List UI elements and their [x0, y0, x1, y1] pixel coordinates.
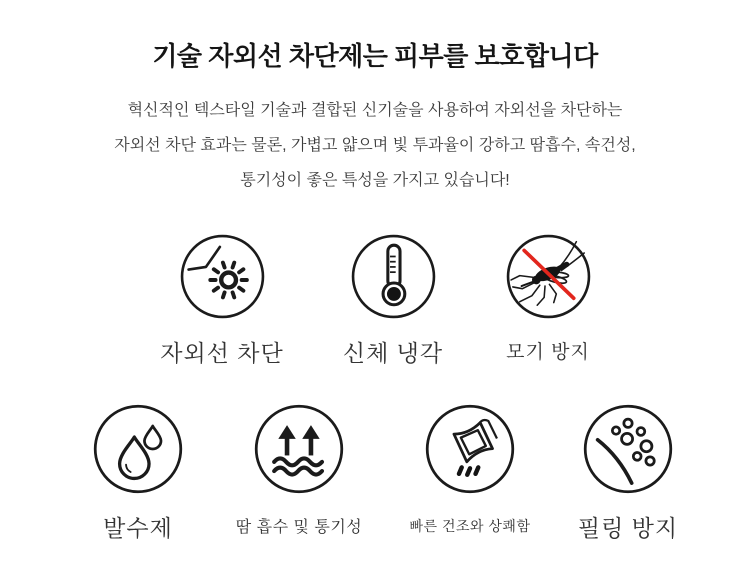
sweat-absorb-breathability-icon	[253, 403, 345, 495]
feature-label: 모기 방지	[506, 342, 590, 363]
intro-paragraph	[0, 93, 750, 198]
feature-label: 땀 흡수 및 통기성	[235, 519, 363, 536]
uv-protection-sun-icon	[179, 233, 266, 320]
intro-line-1: 혁신적인 텍스타일 기술과 결합된 신기술을 사용하여 자외선을 차단하는	[127, 102, 623, 119]
feature-label: 자외선 차단	[160, 340, 284, 366]
mosquito-repellent-icon	[505, 233, 592, 320]
feature-mosquito-repellent	[453, 233, 643, 364]
water-repellent-drops-icon	[92, 403, 184, 495]
feature-label: 신체 냉각	[342, 340, 444, 366]
feature-anti-pilling	[533, 403, 723, 543]
feature-uv-protection	[127, 233, 317, 368]
anti-pilling-icon	[582, 403, 674, 495]
body-cooling-thermometer-icon	[350, 233, 437, 320]
feature-label: 필링 방지	[577, 515, 679, 541]
feature-label: 발수제	[103, 515, 173, 541]
page-title: 기술 자외선 차단제는 피부를 보호합니다	[152, 41, 598, 71]
feature-label: 빠른 건조와 상쾌함	[409, 518, 531, 534]
quick-dry-fresh-icon	[424, 403, 516, 495]
feature-breathability	[204, 403, 394, 537]
intro-line-3: 통기성이 좋은 특성을 가지고 있습니다!	[240, 172, 510, 189]
intro-line-2: 자외선 차단 효과는 물론, 가볍고 얇으며 빛 투과율이 강하고 땀흡수, 속건성,	[114, 137, 636, 154]
